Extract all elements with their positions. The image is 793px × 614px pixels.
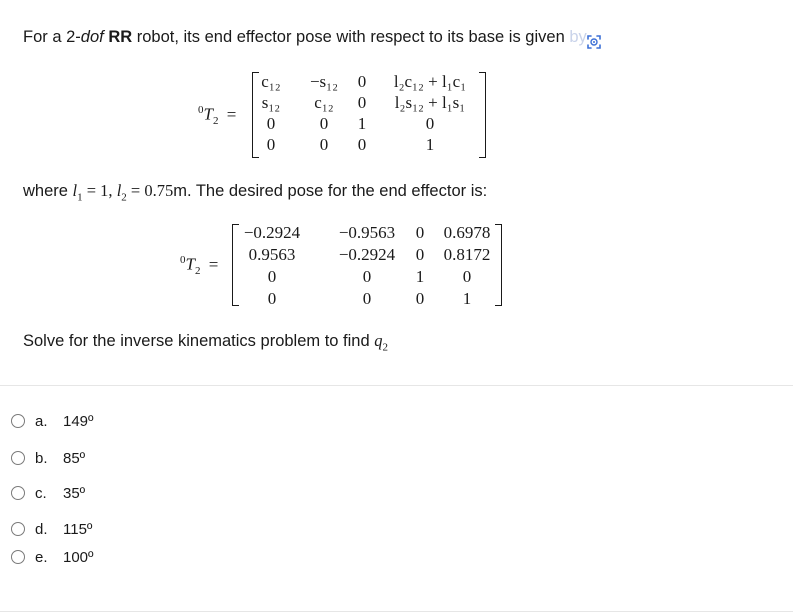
radio-button[interactable] [11,414,25,428]
option-letter: e. [35,548,48,566]
solve-variable-sub: 2 [382,341,388,354]
matrix-cell: 0 [357,135,367,154]
lhs-equals: = [208,254,219,274]
option-c[interactable] [11,482,85,504]
matrix-cell: 0 [462,267,472,286]
divider-bottom [0,611,793,612]
ai-assistant-icon[interactable] [583,31,605,53]
question-solve [23,331,388,353]
matrix-cell: 0.6978 [443,223,491,242]
intro-rr: RR [108,28,133,46]
option-value: 149º [63,412,94,430]
option-letter: b. [35,449,48,467]
option-letter: d. [35,520,48,538]
matrix-cell: 0 [415,245,425,264]
radio-button[interactable] [11,550,25,564]
matrix-cell: 0 [415,289,425,308]
matrix-cell: −0.9563 [338,223,396,242]
radio-button[interactable] [11,486,25,500]
radio-button[interactable] [11,451,25,465]
matrix-cell: c₁₂ [261,72,281,91]
option-value: 100º [63,548,94,566]
radio-button[interactable] [11,522,25,536]
matrix-cell: l₂c₁₂ + l₁c₁ [393,72,467,91]
where-l2: l [116,181,122,200]
matrix-cell: 1 [415,267,425,286]
lhs-subscript: 2 [194,265,201,278]
matrix-cell: 0 [319,135,329,154]
question-where [23,181,487,203]
lhs-equals: = [226,104,237,124]
where-eq1: = 1, [82,181,117,200]
where-l2-sub: 2 [121,191,127,204]
lhs-T: T [185,254,195,274]
intro-faded-word: by [569,28,587,46]
matrix-cell: −0.2924 [243,223,301,242]
matrix-cell: 1 [357,114,367,133]
solve-text: Solve for the inverse kinematics problem to find [23,332,375,350]
matrix-cell: 1 [462,289,472,308]
option-e[interactable] [11,546,94,568]
matrix-cell: 0 [357,72,367,91]
numeric-matrix-lhs [180,254,218,277]
matrix-right-bracket [479,72,486,158]
divider-top [0,385,793,386]
matrix-cell: 0 [319,114,329,133]
where-suffix: m. The desired pose for the end effector is: [173,182,488,200]
option-letter: c. [35,484,47,502]
matrix-cell: 0.9563 [248,245,296,264]
matrix-cell: 0 [267,289,277,308]
where-l1-sub: 1 [77,191,83,204]
lhs-superscript: 0 [180,254,186,266]
intro-suffix: robot, its end effector pose with respect to its base is given [132,28,565,46]
option-a[interactable] [11,410,94,432]
matrix-cell: s₁₂ [261,93,281,112]
symbolic-matrix-lhs [198,104,236,127]
option-value: 35º [63,484,86,502]
solve-variable: q [374,331,383,350]
matrix-cell: −0.2924 [338,245,396,264]
matrix-cell: 0 [266,135,276,154]
matrix-cell: −s₁₂ [309,72,339,91]
option-d[interactable] [11,518,92,540]
lhs-superscript: 0 [198,104,204,116]
matrix-cell: 1 [425,135,435,154]
option-b[interactable] [11,447,85,469]
matrix-cell: 0 [357,93,367,112]
question-intro [23,28,587,47]
matrix-cell: 0.8172 [443,245,491,264]
where-l1: l [72,181,78,200]
where-eq2: = 0.75 [126,181,174,200]
lhs-T: T [203,104,213,124]
intro-prefix: For a 2- [23,28,81,46]
lhs-subscript: 2 [212,115,219,128]
matrix-cell: 0 [266,114,276,133]
where-prefix: where [23,182,73,200]
matrix-cell: 0 [425,114,435,133]
matrix-cell: c₁₂ [314,93,334,112]
matrix-cell: 0 [362,267,372,286]
option-value: 115º [63,520,93,538]
matrix-cell: 0 [267,267,277,286]
matrix-cell: l₂s₁₂ + l₁s₁ [394,93,466,112]
matrix-cell: 0 [362,289,372,308]
option-letter: a. [35,412,48,430]
option-value: 85º [63,449,86,467]
matrix-cell: 0 [415,223,425,242]
intro-dof: dof [80,28,104,46]
